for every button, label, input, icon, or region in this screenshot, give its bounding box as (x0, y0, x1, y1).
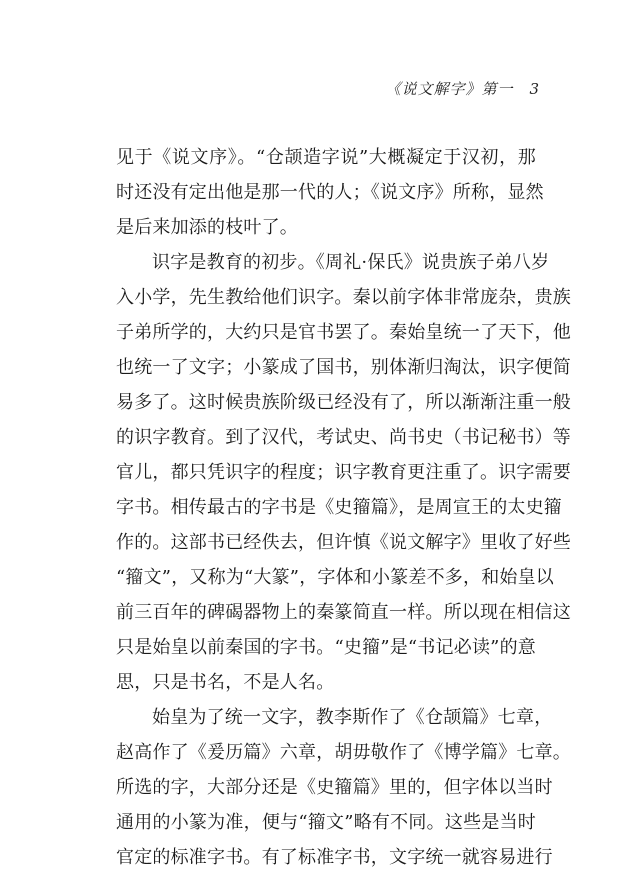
text-line: 也统一了文字；小篆成了国书，别体渐归淘汰，识字便简 (116, 357, 571, 378)
text-line: 是后来加添的枝叶了。 (116, 217, 298, 238)
text-line: 子弟所学的，大约只是官书罢了。秦始皇统一了天下，他 (116, 322, 571, 343)
text-line: 前三百年的碑碣器物上的秦篆简直一样。所以现在相信这 (116, 602, 571, 623)
text-line: 字书。相传最古的字书是《史籀篇》，是周宣王的太史籀 (116, 497, 562, 518)
text-line: 官儿，都只凭识字的程度；识字教育更注重了。识字需要 (116, 462, 571, 483)
paragraph (116, 700, 571, 875)
text-line: 见于《说文序》。“仓颉造字说”大概凝定于汉初，那 (116, 147, 536, 168)
header-title: 《说文解字》第一 (385, 80, 514, 98)
paragraph (116, 140, 544, 245)
text-line: “籀文”，又称为“大篆”，字体和小篆差不多，和始皇以 (116, 567, 555, 588)
text-line: 入小学，先生教给他们识字。秦以前字体非常庞杂，贵族 (116, 287, 571, 308)
text-line: 识字是教育的初步。《周礼·保氏》说贵族子弟八岁 (152, 252, 550, 273)
paragraph (116, 245, 571, 700)
text-line: 所选的字，大部分还是《史籀篇》里的，但字体以当时 (116, 777, 553, 798)
text-line: 作的。这部书已经佚去，但许慎《说文解字》里收了好些 (116, 532, 571, 553)
text-line: 赵高作了《爰历篇》六章，胡毋敬作了《博学篇》七章。 (116, 742, 571, 763)
page-number: 3 (529, 80, 540, 98)
text-line: 始皇为了统一文字，教李斯作了《仓颉篇》七章， (152, 707, 553, 728)
text-line: 通用的小篆为准，便与“籀文”略有不同。这些是当时 (116, 812, 536, 833)
text-line: 只是始皇以前秦国的字书。“史籀”是“书记必读”的意 (116, 637, 536, 658)
text-line: 易多了。这时候贵族阶级已经没有了，所以渐渐注重一般 (116, 392, 571, 413)
body-text (116, 140, 571, 875)
text-line: 的识字教育。到了汉代，考试史、尚书史（书记秘书）等 (116, 427, 571, 448)
text-line: 时还没有定出他是那一代的人；《说文序》所称，显然 (116, 182, 544, 203)
running-header (385, 78, 540, 99)
text-line: 官定的标准字书。有了标准字书，文字统一就容易进行 (116, 847, 553, 868)
text-line: 思，只是书名，不是人名。 (116, 672, 335, 693)
